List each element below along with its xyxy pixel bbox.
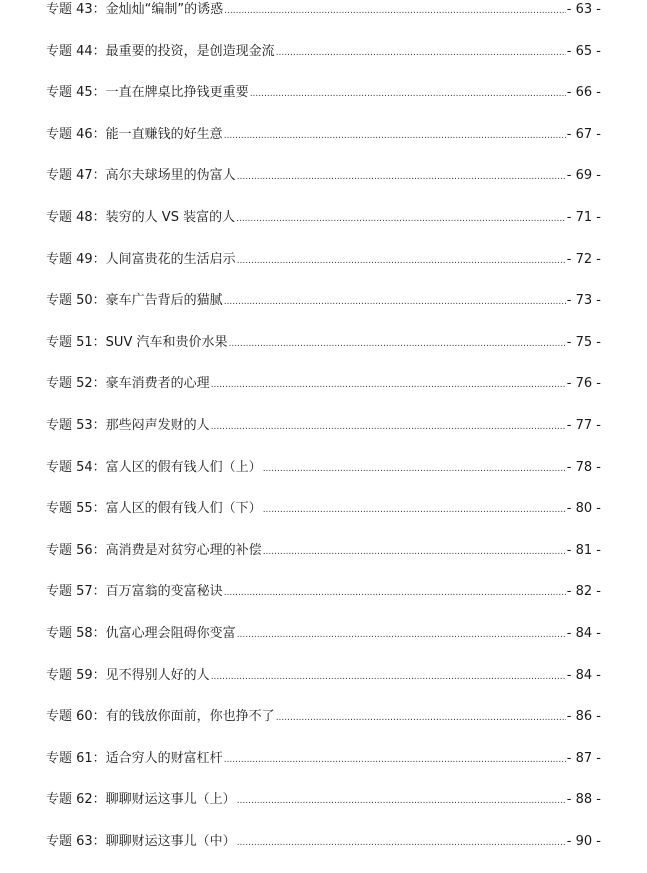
toc-entry-title: 专题 61：适合穷人的财富杠杆 (46, 750, 223, 766)
toc-entry-title: 专题 43：金灿灿“编制”的诱惑 (46, 2, 224, 17)
table-of-contents (46, 0, 601, 873)
toc-entry-page: - 80 - (566, 501, 601, 517)
toc-dot-leader (263, 459, 566, 479)
toc-entry-title: 专题 62：聊聊财运这事儿（上） (46, 792, 236, 808)
toc-entry-page: - 87 - (566, 750, 601, 766)
toc-dot-leader (250, 84, 566, 104)
toc-entry-page: - 88 - (566, 792, 601, 808)
toc-entry-title: 专题 53：那些闷声发财的人 (46, 417, 210, 433)
toc-entry[interactable] (46, 666, 601, 708)
toc-entry-page: - 84 - (566, 667, 601, 683)
toc-dot-leader (237, 625, 566, 645)
toc-entry[interactable] (46, 541, 601, 583)
toc-entry-page: - 76 - (566, 376, 601, 392)
toc-dot-leader (263, 542, 566, 562)
toc-entry-title: 专题 44：最重要的投资，是创造现金流 (46, 43, 275, 59)
toc-dot-leader (224, 1, 566, 21)
toc-entry-page: - 75 - (566, 334, 601, 350)
toc-entry[interactable] (46, 832, 601, 873)
toc-entry[interactable] (46, 624, 601, 666)
toc-dot-leader (224, 292, 566, 312)
toc-entry-page: - 84 - (566, 625, 601, 641)
toc-entry-title: 专题 55：富人区的假有钱人们（下） (46, 501, 262, 517)
toc-entry-title: 专题 54：富人区的假有钱人们（上） (46, 459, 262, 475)
toc-entry-title: 专题 50：豪车广告背后的猫腻 (46, 293, 223, 309)
toc-entry[interactable] (46, 250, 601, 292)
toc-entry[interactable] (46, 707, 601, 749)
toc-dot-leader (211, 375, 566, 395)
toc-entry[interactable] (46, 790, 601, 832)
toc-entry-page: - 77 - (566, 417, 601, 433)
toc-entry-title: 专题 63：聊聊财运这事儿（中） (46, 833, 236, 849)
toc-entry-page: - 73 - (566, 293, 601, 309)
toc-entry-title: 专题 57：百万富翁的变富秘诀 (46, 584, 223, 600)
toc-entry-page: - 71 - (566, 209, 601, 225)
toc-entry[interactable] (46, 458, 601, 500)
toc-dot-leader (228, 334, 565, 354)
toc-entry-title: 专题 45：一直在牌桌比挣钱更重要 (46, 85, 249, 101)
toc-entry[interactable] (46, 208, 601, 250)
toc-dot-leader (237, 251, 566, 271)
toc-dot-leader (276, 708, 566, 728)
toc-dot-leader (211, 417, 566, 437)
toc-entry[interactable] (46, 125, 601, 167)
toc-entry-page: - 66 - (566, 85, 601, 101)
toc-dot-leader (237, 791, 566, 811)
toc-entry-title: 专题 49：人间富贵花的生活启示 (46, 251, 236, 267)
toc-entry-title: 专题 59：见不得别人好的人 (46, 667, 210, 683)
toc-entry-page: - 67 - (566, 126, 601, 142)
toc-entry-page: - 69 - (566, 168, 601, 184)
toc-dot-leader (224, 126, 566, 146)
toc-entry[interactable] (46, 42, 601, 84)
toc-entry-title: 专题 46：能一直赚钱的好生意 (46, 126, 223, 142)
toc-entry[interactable] (46, 333, 601, 375)
toc-dot-leader (211, 667, 566, 687)
toc-entry[interactable] (46, 83, 601, 125)
toc-entry-page: - 82 - (566, 584, 601, 600)
toc-entry-page: - 81 - (566, 542, 601, 558)
toc-entry[interactable] (46, 166, 601, 208)
toc-entry[interactable] (46, 0, 601, 42)
toc-dot-leader (237, 833, 566, 853)
toc-entry-title: 专题 52：豪车消费者的心理 (46, 376, 210, 392)
toc-entry-page: - 72 - (566, 251, 601, 267)
toc-entry[interactable] (46, 499, 601, 541)
toc-entry-page: - 90 - (566, 833, 601, 849)
toc-entry[interactable] (46, 749, 601, 791)
toc-entry-title: 专题 58：仇富心理会阻碍你变富 (46, 625, 236, 641)
toc-entry-page: - 78 - (566, 459, 601, 475)
toc-entry[interactable] (46, 416, 601, 458)
toc-dot-leader (224, 583, 566, 603)
toc-entry[interactable] (46, 582, 601, 624)
toc-entry-page: - 63 - (566, 2, 601, 17)
toc-entry[interactable] (46, 291, 601, 333)
toc-entry-page: - 65 - (566, 43, 601, 59)
toc-dot-leader (263, 500, 566, 520)
toc-entry-title: 专题 60：有的钱放你面前，你也挣不了 (46, 709, 275, 725)
toc-entry-title: 专题 51：SUV 汽车和贵价水果 (46, 334, 228, 350)
toc-entry-page: - 86 - (566, 709, 601, 725)
toc-dot-leader (237, 167, 566, 187)
toc-entry-title: 专题 48：装穷的人 VS 装富的人 (46, 209, 236, 225)
toc-dot-leader (236, 209, 566, 229)
toc-entry[interactable] (46, 374, 601, 416)
toc-entry-title: 专题 47：高尔夫球场里的伪富人 (46, 168, 236, 184)
toc-dot-leader (224, 750, 566, 770)
toc-entry-title: 专题 56：高消费是对贫穷心理的补偿 (46, 542, 262, 558)
toc-dot-leader (276, 43, 566, 63)
